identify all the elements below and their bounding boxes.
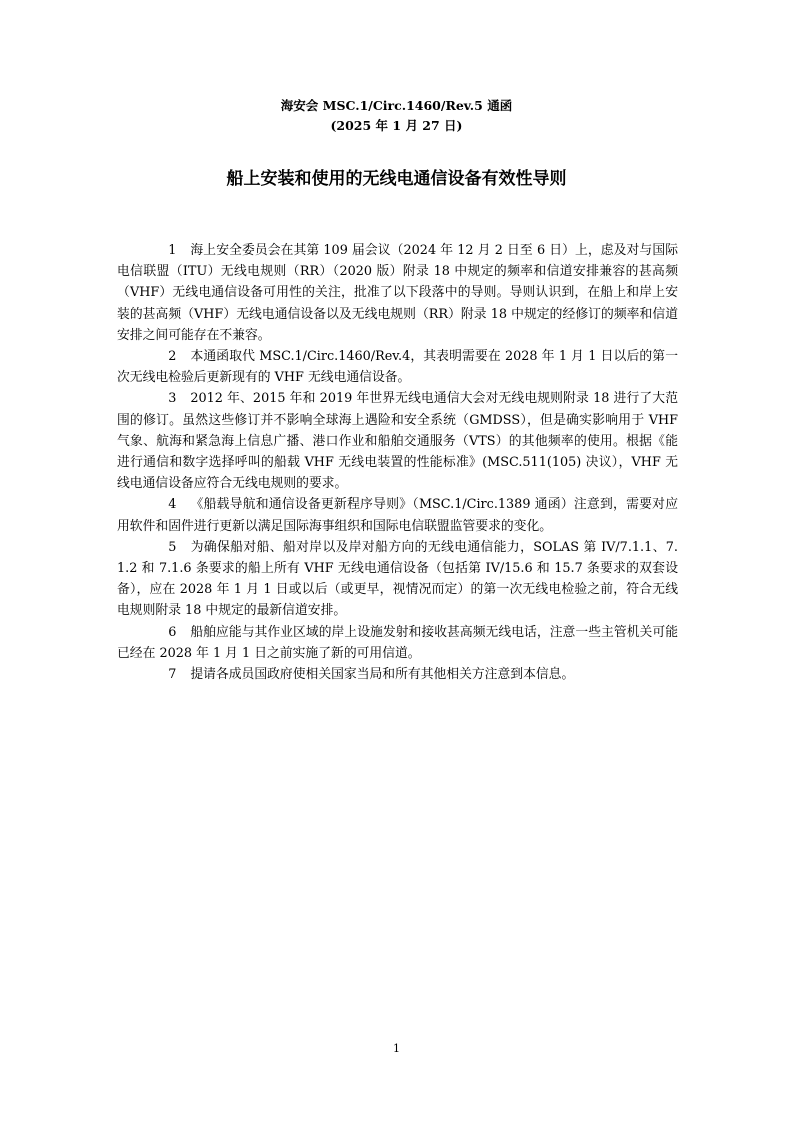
paragraph-2	[117, 346, 678, 388]
paragraph-text: 为确保船对船、船对岸以及岸对船方向的无线电通信能力，SOLAS 第 IV/7.1.1、7.1.2 和 7.1.6 条要求的船上所有 VHF 无线电通信设备（包括第 IV/15.6 和 15.7 条要求的双套设备），应在 2028 年 1 月 1 日或以后（或更早，视情况而定）的第一次无线电检验之前，符合无线电规则附录 18 中规定的最新信道安排。	[117, 539, 678, 619]
paragraph-number: 2	[168, 349, 177, 365]
paragraph-7	[117, 664, 678, 685]
paragraph-number: 4	[168, 497, 177, 513]
paragraph-6	[117, 622, 678, 664]
paragraph-text: 《船载导航和通信设备更新程序导则》（MSC.1/Circ.1389 通函）注意到，需要对应用软件和固件进行更新以满足国际海事组织和国际电信联盟监管要求的变化。	[117, 497, 678, 534]
paragraph-number: 1	[168, 243, 177, 258]
document-body	[117, 240, 678, 685]
paragraph-text: 本通函取代 MSC.1/Circ.1460/Rev.4，其表明需要在 2028 年 1 月 1 日以后的第一次无线电检验后更新现有的 VHF 无线电通信设备。	[117, 349, 678, 386]
paragraph-3	[117, 388, 678, 494]
paragraph-number: 6	[168, 624, 177, 640]
document-title: 船上安装和使用的无线电通信设备有效性导则	[226, 169, 567, 189]
paragraph-number: 7	[168, 667, 177, 683]
paragraph-5	[117, 537, 678, 622]
paragraph-text: 2012 年、2015 年和 2019 年世界无线电通信大会对无线电规则附录 18 进行了大范围的修订。虽然这些修订并不影响全球海上遇险和安全系统（GMDSS），但是确实影响用于 VHF 气象、航海和紧急海上信息广播、港口作业和船舶交通服务（VTS）的其他频率的使用。根据《能进行通信和数字选择呼叫的船载 VHF 无线电装置的性能标准》(MSC.511(105) 决议），VHF 无线电通信设备应符合无线电规则的要求。	[117, 391, 678, 492]
paragraph-number: 5	[168, 539, 177, 555]
paragraph-number: 3	[168, 391, 177, 407]
paragraph-4	[117, 494, 678, 536]
paragraph-1	[117, 240, 678, 346]
circular-header	[0, 96, 793, 136]
circular-reference: 海安会 MSC.1/Circ.1460/Rev.5 通函	[280, 98, 513, 113]
page-number: 1	[393, 1042, 400, 1055]
paragraph-text: 船舶应能与其作业区域的岸上设施发射和接收甚高频无线电话，注意一些主管机关可能已经在 2028 年 1 月 1 日之前实施了新的可用信道。	[117, 624, 678, 661]
circular-date: (2025 年 1 月 27 日)	[330, 118, 463, 133]
paragraph-text: 提请各成员国政府使相关国家当局和所有其他相关方注意到本信息。	[190, 667, 575, 683]
paragraph-text: 海上安全委员会在其第 109 届会议（2024 年 12 月 2 日至 6 日）上，虑及对与国际电信联盟（ITU）无线电规则（RR）（2020 版）附录 18 中规定的频率和信道安排兼容的甚高频（VHF）无线电通信设备可用性的关注，批准了以下段落中的导则。导则认识到，在船上和岸上安装的甚高频（VHF）无线电通信设备以及无线电规则（RR）附录 18 中规定的经修订的频率和信道安排之间可能存在不兼容。	[117, 243, 678, 343]
